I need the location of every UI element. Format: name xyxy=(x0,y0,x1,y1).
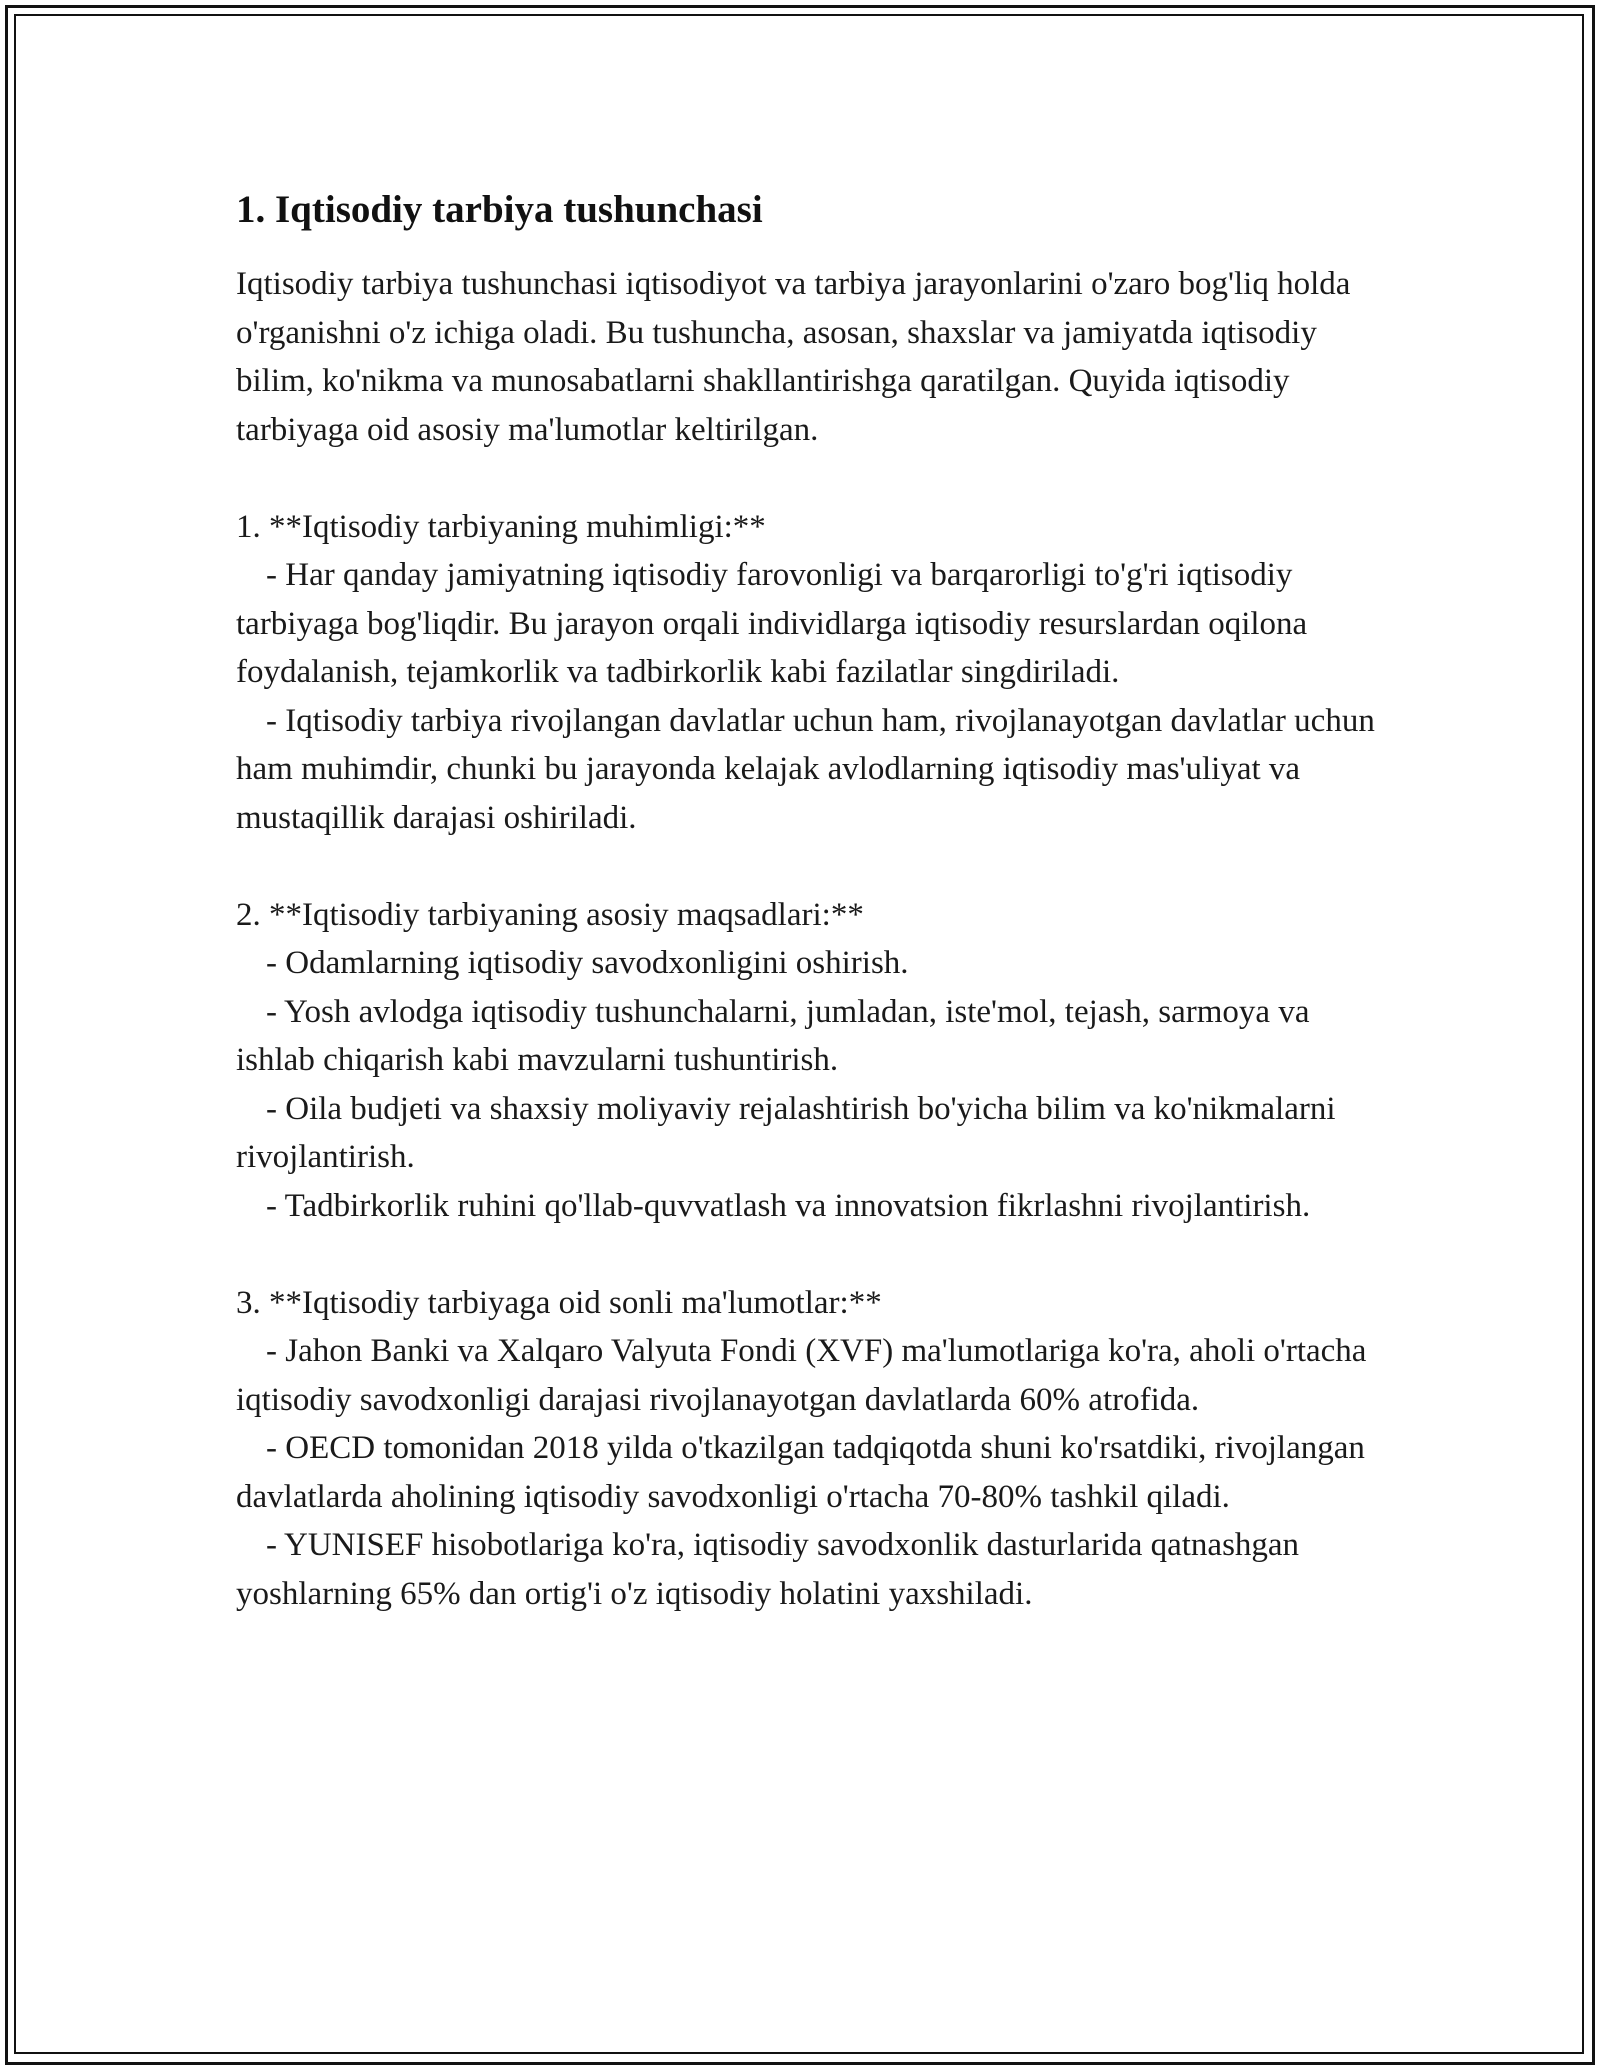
list-item: - Iqtisodiy tarbiya rivojlangan davlatlar uchun ham, rivojlanayotgan davlatlar uchun ham muhimdir, chunki bu jarayonda kelajak avlodlarning iqtisodiy mas'uliyat va mustaqillik darajasi oshiriladi. xyxy=(236,702,1375,836)
list-item: - YUNISEF hisobotlariga ko'ra, iqtisodiy savodxonlik dasturlarida qatnashgan yoshlarning 65% dan ortig'i o'z iqtisodiy holatini yaxshiladi. xyxy=(236,1527,1300,1612)
paragraph-gap xyxy=(236,1230,1386,1279)
document-body xyxy=(236,186,1386,1618)
paragraph-gap xyxy=(236,842,1386,891)
page-title: 1. Iqtisodiy tarbiya tushunchasi xyxy=(236,188,763,231)
list-item: - Oila budjeti va shaxsiy moliyaviy rejalashtirish bo'yicha bilim va ko'nikmalarni rivojlantirish. xyxy=(236,1090,1336,1175)
list-item: - Tadbirkorlik ruhini qo'llab-quvvatlash va innovatsion fikrlashni rivojlantirish. xyxy=(266,1187,1311,1224)
section-heading: 1. **Iqtisodiy tarbiyaning muhimligi:** xyxy=(236,508,766,545)
section-goals xyxy=(236,891,1386,1231)
list-item: - OECD tomonidan 2018 yilda o'tkazilgan tadqiqotda shuni ko'rsatdiki, rivojlangan davlatlarda aholining iqtisodiy savodxonligi o'rtacha 70-80% tashkil qiladi. xyxy=(236,1430,1365,1515)
section-heading: 3. **Iqtisodiy tarbiyaga oid sonli ma'lumotlar:** xyxy=(236,1284,882,1321)
list-item: - Har qanday jamiyatning iqtisodiy farovonligi va barqarorligi to'g'ri iqtisodiy tarbiyaga bog'liqdir. Bu jarayon orqali individlarga iqtisodiy resurslardan oqilona foydalanish, tejamkorlik va tadbirkorlik kabi fazilatlar singdiriladi. xyxy=(236,557,1308,690)
list-item: - Jahon Banki va Xalqaro Valyuta Fondi (XVF) ma'lumotlariga ko'ra, aholi o'rtacha iqtisodiy savodxonligi darajasi rivojlanayotgan davlatlarda 60% atrofida. xyxy=(236,1333,1367,1418)
section-importance xyxy=(236,503,1386,843)
intro-paragraph: Iqtisodiy tarbiya tushunchasi iqtisodiyot va tarbiya jarayonlarini o'zaro bog'liq holda o'rganishni o'z ichiga oladi. Bu tushuncha, asosan, shaxslar va jamiyatda iqtisodiy bilim, ko'nikma va munosabatlarni shakllantirishga qaratilgan. Quyida iqtisodiy tarbiyaga oid asosiy ma'lumotlar keltirilgan. xyxy=(236,266,1351,448)
list-item: - Odamlarning iqtisodiy savodxonligini oshirish. xyxy=(266,945,909,981)
section-statistics xyxy=(236,1279,1386,1619)
paragraph-gap xyxy=(236,454,1386,503)
section-heading: 2. **Iqtisodiy tarbiyaning asosiy maqsadlari:** xyxy=(236,896,864,933)
list-item: - Yosh avlodga iqtisodiy tushunchalarni, jumladan, iste'mol, tejash, sarmoya va ishlab chiqarish kabi mavzularni tushuntirish. xyxy=(236,993,1310,1078)
